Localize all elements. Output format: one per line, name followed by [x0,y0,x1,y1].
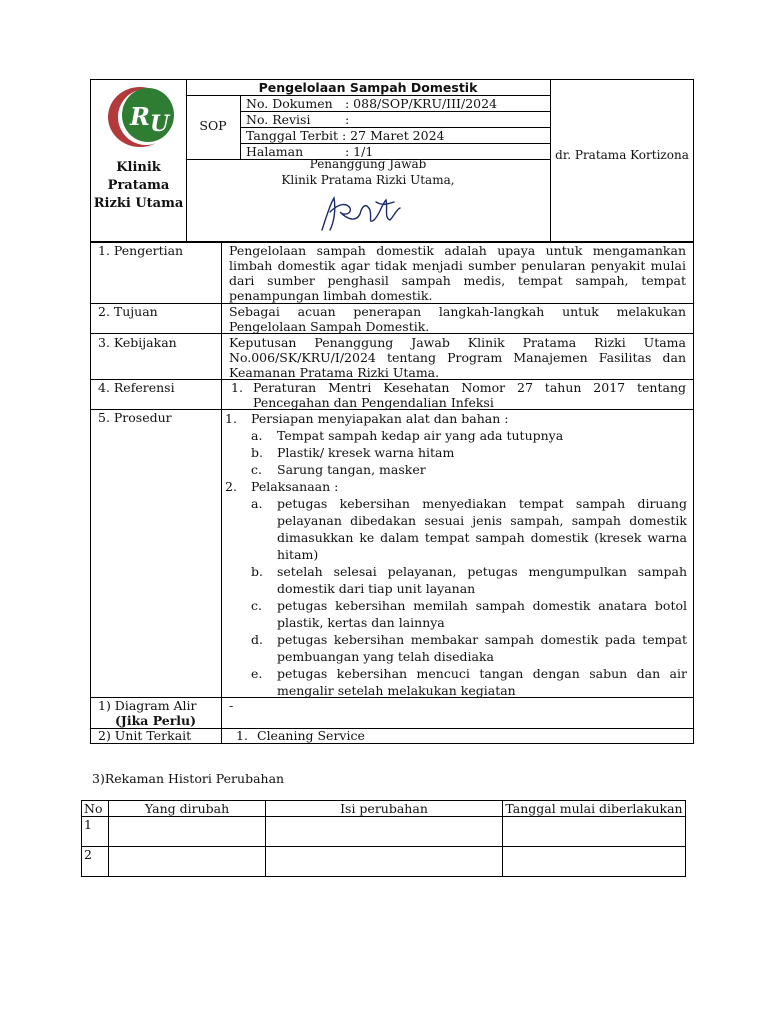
issue-date-value: : 27 Maret 2024 [342,128,445,143]
table-row [82,817,686,847]
section-label-tujuan: 2. Tujuan [98,304,158,319]
section-value-unit: Cleaning Service [257,728,365,743]
table-row [82,847,686,877]
prosedur-step-2: 2. Pelaksanaan : [225,479,339,494]
section-label-kebijakan: 3. Kebijakan [98,335,177,350]
column-header: Tanggal mulai diberlakukan [503,801,686,817]
issue-date-label: Tanggal Terbit [246,128,339,143]
list-item: d. petugas kebersihan membakar sampah domestik pada tempat pembuangan yang telah disediaka [251,632,687,664]
svg-text:R: R [130,102,150,131]
clinic-name: Klinik Pratama Rizki Utama [93,160,184,211]
section-label-pengertian: 1. Pengertian [98,243,184,258]
section-label-unit: 2) Unit Terkait [98,728,192,743]
responsible-label: Penanggung Jawab [309,157,427,171]
section-label-prosedur: 5. Prosedur [98,410,172,425]
row-changed [109,817,266,847]
section-num-unit: 1. [236,728,248,743]
section-text-kebijakan: Keputusan Penanggung Jawab Klinik Pratama Rizki Utama No.006/SK/KRU/I/2024 tentang Program Manajemen Fasilitas dan Keamanan Pratama Rizki Utama. [229,335,686,380]
list-item: b. Plastik/ kresek warna hitam [251,445,455,460]
row-no: 1 [82,817,109,847]
section-text-pengertian: Pengelolaan sampah domestik adalah upaya untuk mengamankan limbah domestik agar tidak menjadi sumber penularan penyakit mulai dari sumber penghasil sampah medis, tempat sampah, tempat penampungan limbah domestik. [229,243,686,303]
section-value-diagram: - [229,698,234,713]
svg-text:U: U [150,111,170,137]
revision-label: No. Revisi [246,112,311,127]
row-date [503,847,686,877]
responsible-org: Klinik Pratama Rizki Utama, [281,173,455,187]
column-header: Yang dirubah [109,801,266,817]
row-content [266,847,503,877]
doc-number-label: No. Dokumen [246,96,333,111]
list-item: a. petugas kebersihan menyediakan tempat sampah diruang pelayanan dibedakan sesuai jenis sampah, sampah domestik dimasukkan ke dalam tempat sampah domestik (kresek warna hitam) [251,496,687,562]
column-header: Isi perubahan [266,801,503,817]
list-item: a. Tempat sampah kedap air yang ada tutupnya [251,428,564,443]
row-changed [109,847,266,877]
section-sub-diagram: (Jika Perlu) [115,713,197,728]
prosedur-step-1-items [225,427,687,478]
list-item: c. Sarung tangan, masker [251,462,426,477]
row-content [266,817,503,847]
section-label-referensi: 4. Referensi [98,380,175,395]
signature [316,190,406,236]
row-date [503,817,686,847]
revision-value: : [345,112,350,127]
page-label: Halaman [246,144,304,159]
page-value: : 1/1 [345,144,374,159]
history-title: 3)Rekaman Histori Perubahan [92,771,285,786]
list-item: b. setelah selesai pelayanan, petugas mengumpulkan sampah domestik dari tiap unit layanan [251,564,687,596]
list-item: e. petugas kebersihan mencuci tangan dengan sabun dan air mengalir setelah melakukan kegiatan [251,666,687,698]
signer-name: dr. Pratama Kortizona [555,148,689,162]
section-text-referensi: Peraturan Mentri Kesehatan Nomor 27 tahun 2017 tentang Pencegahan dan Pengendalian Infeksi [253,380,686,410]
prosedur-step-1: 1. Persiapan menyiapakan alat dan bahan : [225,411,509,426]
column-header: No [82,801,109,817]
row-no: 2 [82,847,109,877]
clinic-logo [100,83,178,151]
section-text-tujuan: Sebagai acuan penerapan langkah-langkah untuk melakukan Pengelolaan Sampah Domestik. [229,304,686,334]
section-label-diagram: 1) Diagram Alir [98,698,197,713]
section-num-referensi: 1. [231,380,243,395]
sop-label: SOP [199,118,227,133]
document-title: Pengelolaan Sampah Domestik [258,80,478,95]
prosedur-step-2-items [225,495,687,699]
doc-number-value: : 088/SOP/KRU/III/2024 [345,96,498,111]
table-header-row [82,801,686,817]
prosedur-content [225,410,687,699]
list-item: c. petugas kebersihan memilah sampah domestik anatara botol plastik, kertas dan lainnya [251,598,687,630]
history-table [81,800,686,877]
